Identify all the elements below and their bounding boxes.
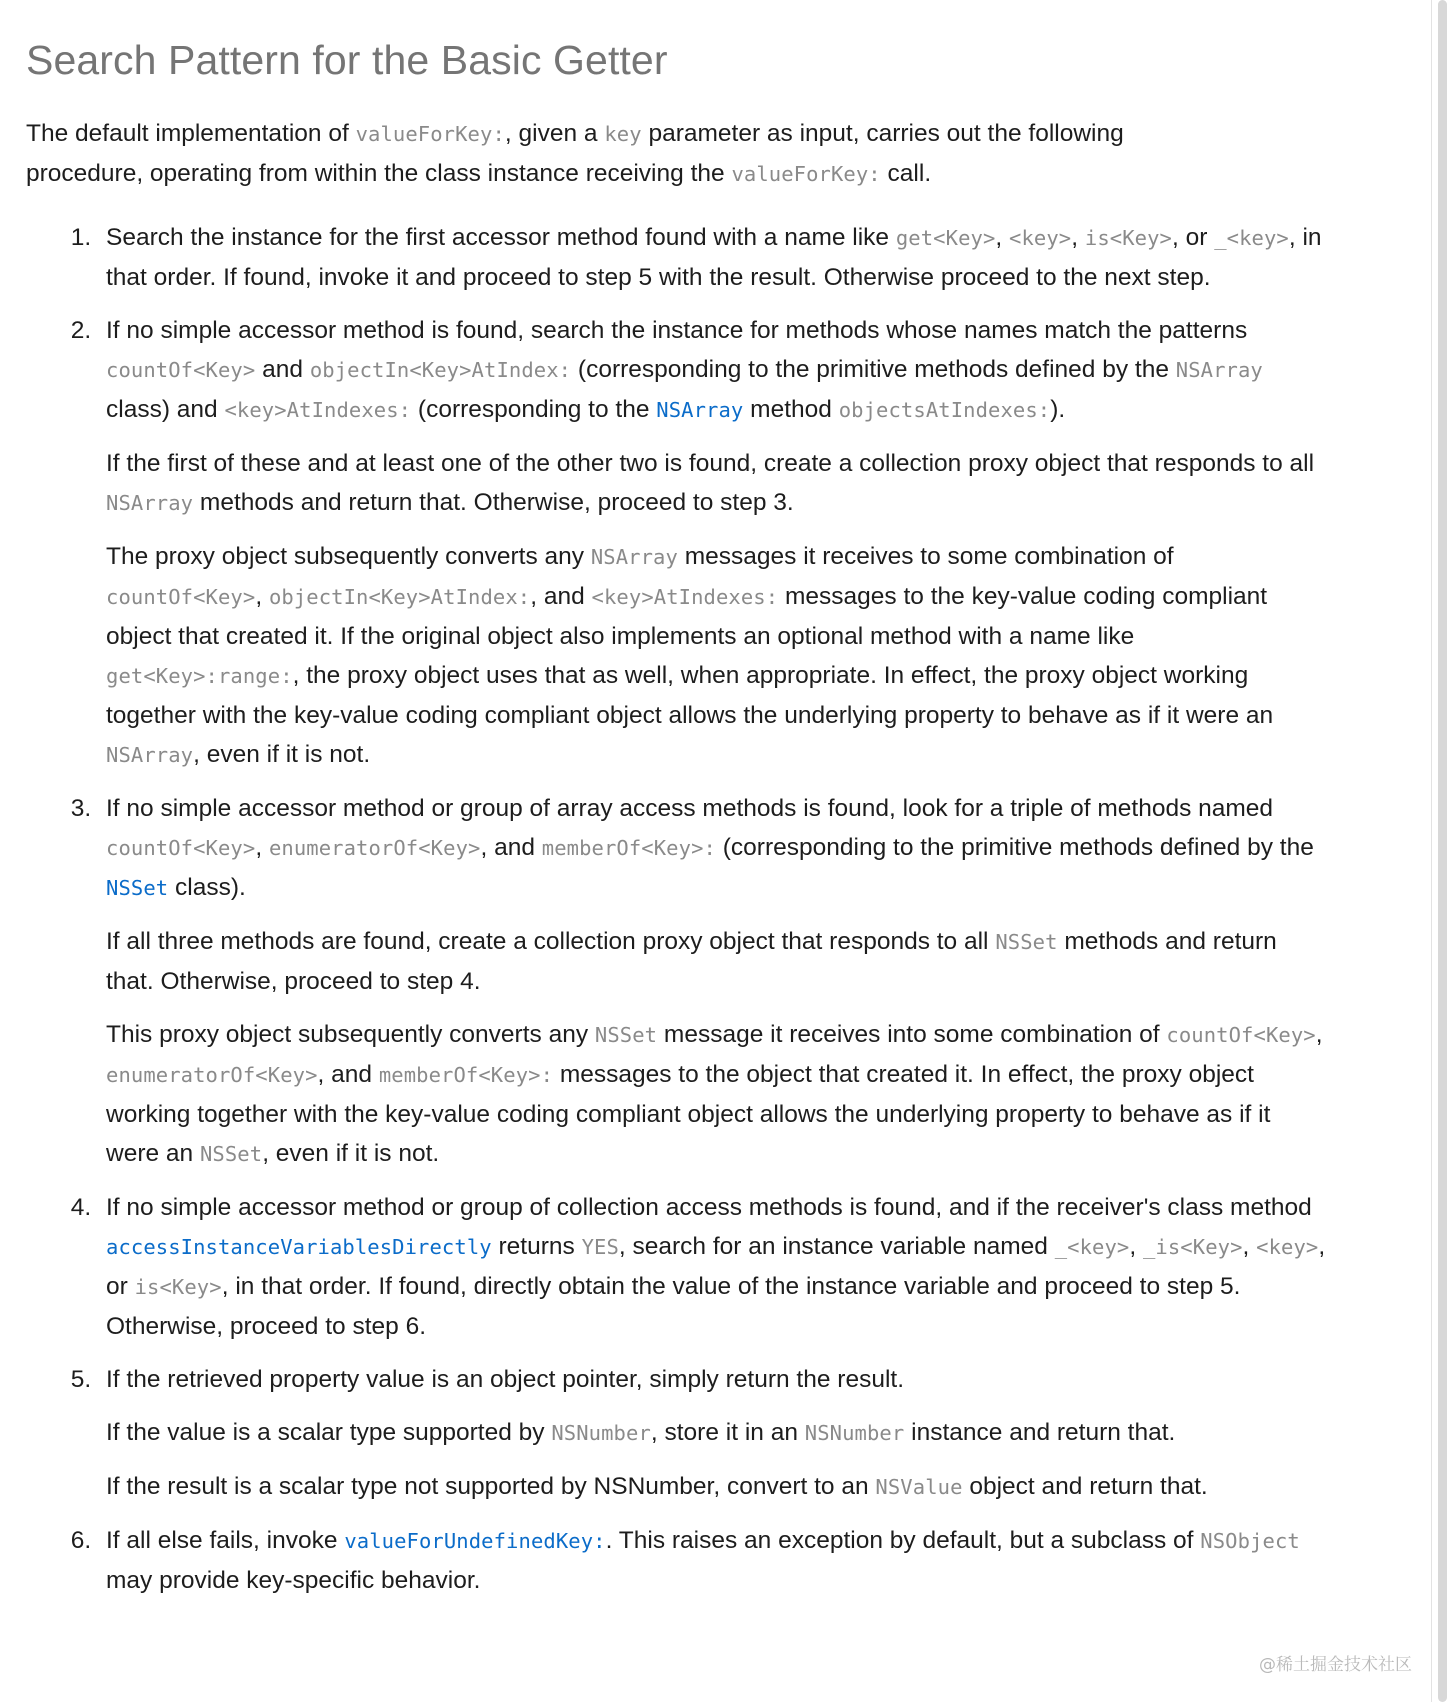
body-text: , (995, 224, 1010, 252)
body-text: , the proxy object uses that as well, when appropriate. In effect, the proxy object working together with the key-value coding compliant object allows the underlying property to behave as if it were an (106, 662, 1274, 730)
step-paragraph (106, 537, 1330, 775)
body-text: messages to the key-value coding compliant object that created it. If the original object also implements an optional method with a name like (106, 583, 1268, 651)
step-paragraph (106, 922, 1330, 1001)
body-text: instance and return that. (904, 1419, 1176, 1447)
api-link[interactable]: accessInstanceVariablesDirectly (106, 1235, 492, 1260)
body-text: , even if it is not. (262, 1140, 440, 1168)
inline-code: NSArray (1175, 358, 1263, 383)
step-paragraph (106, 218, 1330, 297)
code-key: key (604, 122, 642, 147)
inline-code: NSSet (199, 1142, 263, 1167)
inline-code: memberOf<Key>: (541, 836, 716, 861)
code-valueforkey-1: valueForKey: (355, 122, 505, 147)
body-text: The proxy object subsequently converts any (106, 543, 591, 571)
body-text: If all else fails, invoke (106, 1527, 345, 1555)
body-text: methods and return that. Otherwise, proceed to step 4. (106, 928, 1277, 996)
body-text: , (255, 834, 269, 862)
list-item (98, 1360, 1330, 1507)
body-text: may provide key-specific behavior. (106, 1567, 481, 1595)
body-text: , in that order. If found, invoke it and proceed to step 5 with the result. Otherwise proceed to the next step. (106, 224, 1322, 292)
inline-code: NSValue (875, 1475, 963, 1500)
body-text: returns (491, 1233, 582, 1261)
body-text: . This raises an exception by default, but a subclass of (605, 1527, 1201, 1555)
inline-code: NSSet (995, 930, 1058, 955)
inline-code: NSArray (106, 491, 194, 516)
search-pattern-steps-list (26, 218, 1330, 1600)
list-item (98, 218, 1330, 297)
body-text: messages to the object that created it. In effect, the proxy object working together with the key-value coding compliant object allows the underlying property to behave as if it were an (106, 1061, 1271, 1168)
list-item (98, 1521, 1330, 1600)
inline-code: countOf<Key> (1166, 1023, 1316, 1048)
inline-code: objectIn<Key>AtIndex: (309, 358, 572, 383)
intro-text-d: call. (880, 160, 932, 188)
inline-code: NSArray (590, 545, 678, 570)
list-item (98, 311, 1330, 775)
list-item (98, 1188, 1330, 1346)
inline-code: NSNumber (551, 1421, 651, 1446)
step-paragraph (106, 1521, 1330, 1600)
body-text: If the result is a scalar type not supported by NSNumber, convert to an (106, 1473, 876, 1501)
scrollbar-thumb[interactable] (1438, 0, 1447, 1702)
intro-text-a: The default implementation of (26, 120, 356, 148)
step-paragraph (106, 444, 1330, 523)
api-link[interactable]: NSArray (656, 398, 744, 423)
step-paragraph (106, 1188, 1330, 1346)
page-title: Search Pattern for the Basic Getter (26, 37, 668, 83)
intro-text-b: , given a (504, 120, 605, 148)
inline-code: objectIn<Key>AtIndex: (268, 585, 531, 610)
body-text: ). (1050, 396, 1066, 424)
api-link[interactable]: NSSet (106, 876, 169, 901)
body-text: , (255, 583, 269, 611)
body-text: (corresponding to the primitive methods defined by the (571, 356, 1176, 384)
inline-code: <key>AtIndexes: (591, 585, 779, 610)
body-text: If no simple accessor method is found, search the instance for methods whose names match the patterns (106, 317, 1248, 345)
inline-code: countOf<Key> (106, 358, 256, 383)
body-text: If no simple accessor method or group of collection access methods is found, and if the receiver's class method (106, 1194, 1312, 1222)
inline-code: <key>AtIndexes: (224, 398, 412, 423)
inline-code: <key> (1256, 1235, 1319, 1260)
inline-code: YES (581, 1235, 619, 1260)
step-paragraph (106, 1413, 1330, 1453)
inline-code: enumeratorOf<Key> (106, 1063, 318, 1088)
body-text: If all three methods are found, create a collection proxy object that responds to all (106, 928, 996, 956)
step-paragraph (106, 1015, 1330, 1174)
body-text: , search for an instance variable named (618, 1233, 1055, 1261)
body-text: If the value is a scalar type supported by (106, 1419, 552, 1447)
body-text: , and (480, 834, 542, 862)
body-text: , (1315, 1021, 1323, 1049)
body-text: , in that order. If found, directly obtain the value of the instance variable and proceed to step 5. Otherwise, proceed to step 6. (106, 1273, 1241, 1341)
inline-code: is<Key> (134, 1275, 222, 1300)
body-text: , and (317, 1061, 379, 1089)
inline-code: objectsAtIndexes: (838, 398, 1051, 423)
step-paragraph (106, 1360, 1330, 1399)
inline-code: NSNumber (804, 1421, 905, 1446)
step-paragraph (106, 311, 1330, 430)
inline-code: get<Key>:range: (106, 664, 293, 689)
body-text: This proxy object subsequently converts any (106, 1021, 595, 1049)
inline-code: enumeratorOf<Key> (268, 836, 481, 861)
body-text: , and (530, 583, 592, 611)
body-text: If no simple accessor method or group of array access methods is found, look for a triple of methods named (106, 795, 1274, 823)
inline-code: get<Key> (895, 226, 996, 251)
inline-code: countOf<Key> (106, 836, 256, 861)
inline-code: NSSet (594, 1023, 658, 1048)
intro-text-c: parameter as input, carries out the following procedure, operating from within the class instance receiving the (26, 120, 1124, 188)
list-item (98, 789, 1330, 1174)
body-text: methods and return that. Otherwise, proceed to step 3. (193, 489, 794, 517)
body-text: messages it receives to some combination of (677, 543, 1174, 571)
inline-code: <key> (1009, 226, 1072, 251)
watermark: @稀土掘金技术社区 (1259, 1655, 1412, 1675)
inline-code: memberOf<Key>: (378, 1063, 554, 1088)
body-text: , store it in an (650, 1419, 805, 1447)
body-text: message it receives into some combination of (657, 1021, 1167, 1049)
inline-code: NSArray (106, 743, 194, 768)
body-text: object and return that. (962, 1473, 1208, 1501)
inline-code: is<Key> (1084, 226, 1172, 251)
inline-code: _<key> (1214, 226, 1289, 251)
inline-code: countOf<Key> (106, 585, 256, 610)
body-text: , (1071, 224, 1085, 252)
inline-code: _<key> (1054, 1235, 1130, 1260)
inline-code: _is<Key> (1142, 1235, 1243, 1260)
body-text: , or (106, 1233, 1326, 1301)
api-link[interactable]: valueForUndefinedKey: (344, 1529, 606, 1554)
body-text: class). (168, 874, 246, 902)
body-text: , (1129, 1233, 1143, 1261)
scrollbar-track[interactable] (1431, 0, 1450, 1702)
body-text: method (743, 396, 839, 424)
body-text: , (1242, 1233, 1257, 1261)
body-text: If the first of these and at least one of the other two is found, create a collection proxy object that responds to all (106, 450, 1315, 478)
intro-paragraph (26, 114, 1206, 194)
body-text: class) and (106, 396, 225, 424)
code-valueforkey-2: valueForKey: (731, 162, 881, 187)
body-text: and (255, 356, 310, 384)
body-text: (corresponding to the primitive methods defined by the (715, 834, 1314, 862)
step-paragraph (106, 1467, 1330, 1507)
body-text: If the retrieved property value is an object pointer, simply return the result. (106, 1366, 905, 1394)
body-text: Search the instance for the first accessor method found with a name like (106, 224, 896, 252)
body-text: , even if it is not. (193, 741, 371, 769)
inline-code: NSObject (1200, 1529, 1300, 1554)
body-text: , or (1171, 224, 1215, 252)
step-paragraph (106, 789, 1330, 908)
body-text: (corresponding to the (411, 396, 657, 424)
